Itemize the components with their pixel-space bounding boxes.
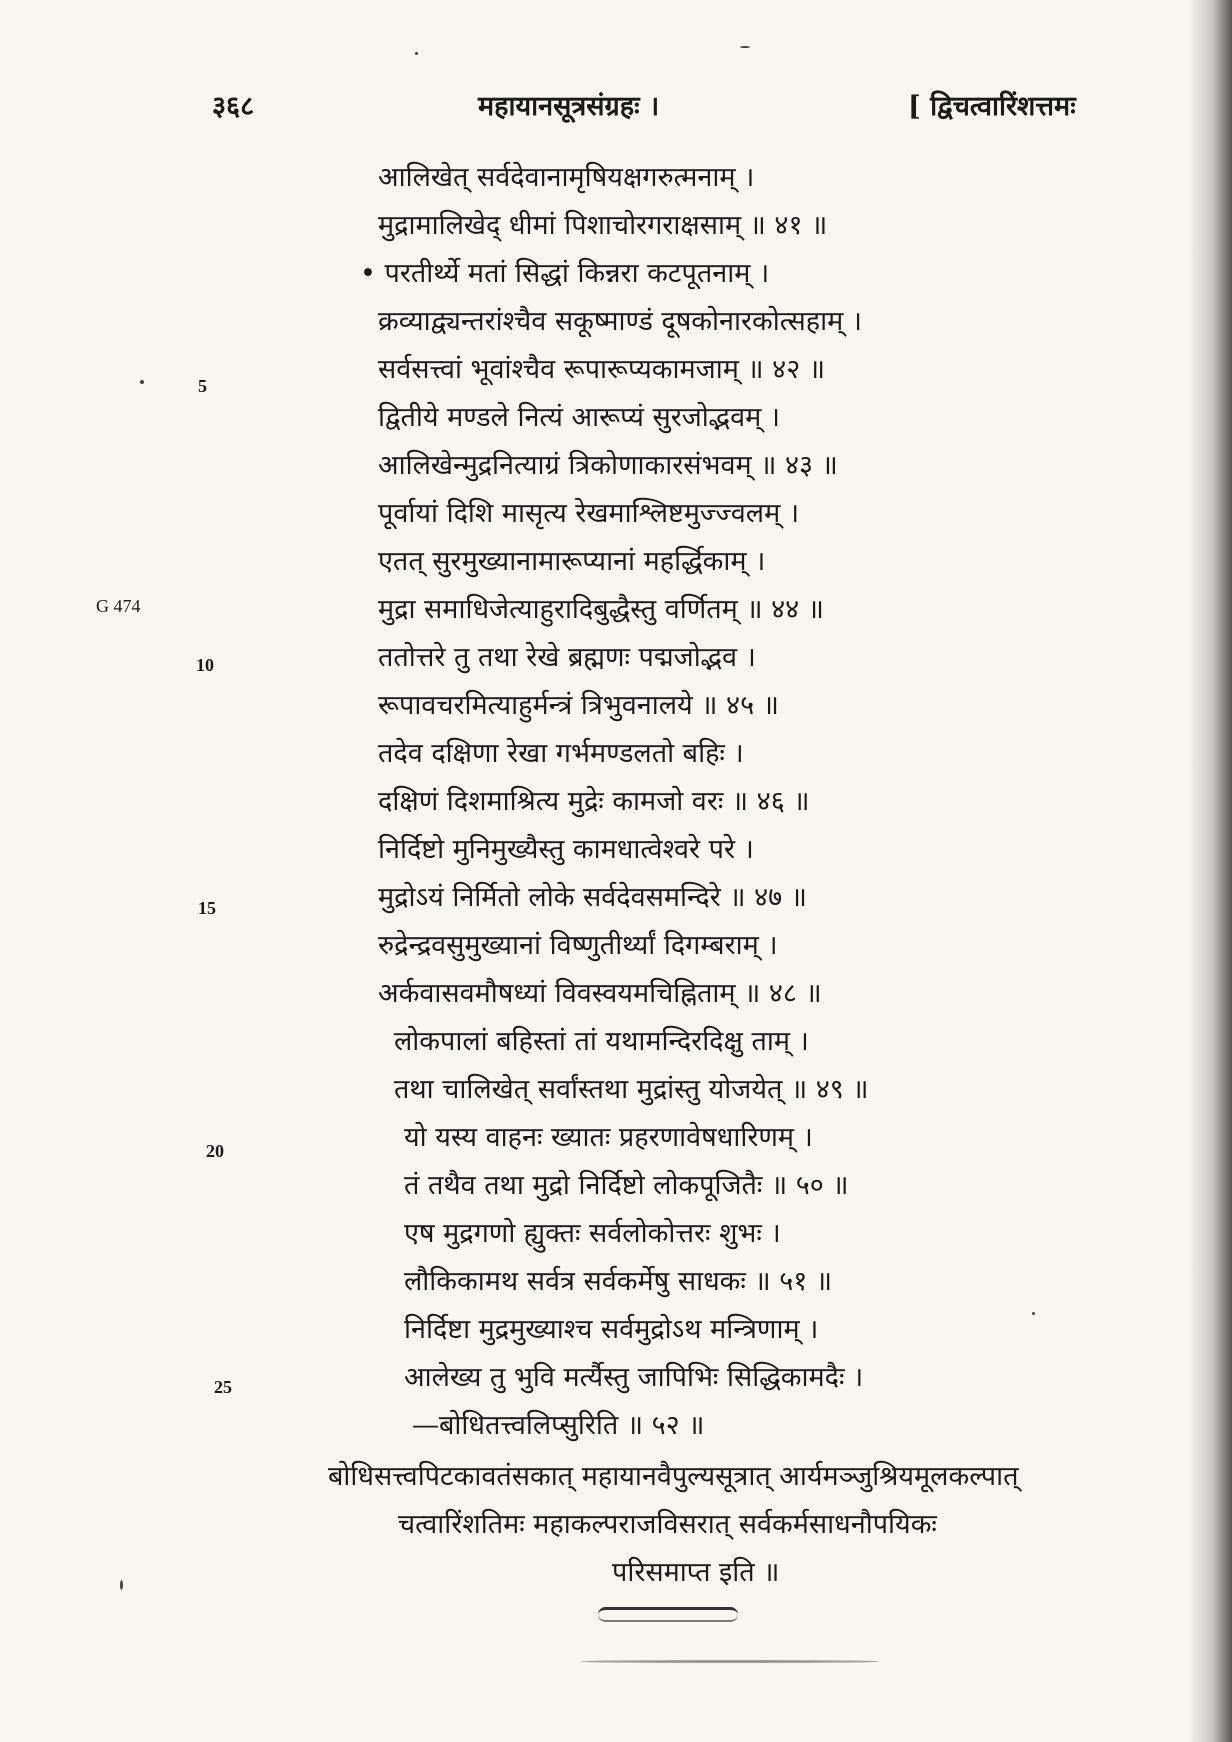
verse-line: तदेव दक्षिणा रेखा गर्भमण्डलतो बहिः ।	[378, 738, 744, 769]
verse-line: सर्वसत्त्वां भूवांश्चैव रूपारूप्यकामजाम् ॥ ४२ ॥	[378, 354, 826, 385]
scan-speck	[1032, 1312, 1035, 1315]
verse-line: निर्दिष्टो मुनिमुख्यैस्तु कामधात्वेश्वरे परे ।	[378, 834, 754, 865]
running-title: महायानसूत्रसंग्रहः ।	[478, 91, 660, 122]
end-ornament	[598, 1607, 738, 1622]
verse-line: यो यस्य वाहनः ख्यातः प्रहरणावेषधारिणम् ।	[404, 1122, 813, 1153]
colophon-line: परिसमाप्त इति ॥	[612, 1557, 780, 1588]
verse-line: मुद्रामालिखेद् धीमां पिशाचोरगराक्षसाम् ॥ ४१ ॥	[378, 210, 828, 241]
verse-line: लौकिकामथ सर्वत्र सर्वकर्मेषु साधकः ॥ ५१ ॥	[404, 1266, 833, 1297]
verse-line: —बोधितत्त्वलिप्सुरिति ॥ ५२ ॥	[412, 1410, 705, 1441]
line-number: 5	[198, 376, 207, 396]
source-reference: G 474	[96, 596, 141, 616]
verse-line: • परतीर्थ्ये मतां सिद्धां किन्नरा कटपूतनाम् ।	[360, 258, 770, 289]
colophon-line: चत्वारिंशतिमः महाकल्पराजविसरात् सर्वकर्मसाधनौपयिकः	[398, 1509, 937, 1540]
verse-line: निर्दिष्टा मुद्रमुख्याश्च सर्वमुद्रोऽथ मन्त्रिणाम् ।	[404, 1314, 819, 1345]
verse-line: आलिखेन्मुद्रनित्याग्रं त्रिकोणाकारसंभवम् ॥ ४३ ॥	[378, 450, 838, 481]
scan-speck	[580, 1660, 880, 1663]
page-number: ३६८	[212, 91, 255, 122]
verse-line: क्रव्याद्व्यन्तरांश्चैव सकूष्माण्डं दूषकोनारकोत्सहाम् ।	[378, 306, 863, 337]
line-number: 10	[196, 655, 214, 675]
verse-line: द्वितीये मण्डले नित्यं आरूप्यं सुरजोद्भवम् ।	[378, 402, 781, 433]
verse-line: मुद्रोऽयं निर्मितो लोके सर्वदेवसमन्दिरे ॥ ४७ ॥	[378, 882, 807, 913]
running-header	[0, 86, 1232, 126]
verse-line: एतत् सुरमुख्यानामारूप्यानां महर्द्धिकाम् ।	[378, 546, 766, 577]
verse-line: तं तथैव तथा मुद्रो निर्दिष्टो लोकपूजितैः ॥ ५० ॥	[404, 1170, 849, 1201]
verse-line: दक्षिणं दिशमाश्रित्य मुद्रेः कामजो वरः ॥ ४६ ॥	[378, 786, 810, 817]
verse-line: रुद्रेन्द्रवसुमुख्यानां विष्णुतीर्थ्यां दिगम्बराम् ।	[378, 930, 778, 961]
verse-line: अर्कवासवमौषध्यां विवस्वयमचिह्निताम् ॥ ४८ ॥	[378, 978, 822, 1009]
colophon-line: बोधिसत्त्वपिटकावतंसकात् महायानवैपुल्यसूत्रात् आर्यमञ्जुश्रियमूलकल्पात्	[328, 1461, 1019, 1492]
scan-speck	[740, 46, 750, 48]
verse-line: मुद्रा समाधिजेत्याहुरादिबुद्धैस्तु वर्णितम् ॥ ४४ ॥	[378, 594, 824, 625]
scan-speck	[120, 1580, 123, 1590]
verse-line: ततोत्तरे तु तथा रेखे ब्रह्मणः पद्मजोद्भव ।	[378, 642, 756, 673]
verse-line: रूपावचरमित्याहुर्मन्त्रं त्रिभुवनालये ॥ ४५ ॥	[378, 690, 779, 721]
verse-line: लोकपालां बहिस्तां तां यथामन्दिरदिक्षु ताम् ।	[394, 1026, 809, 1057]
line-number: 25	[214, 1377, 232, 1397]
line-number: 15	[198, 898, 216, 918]
chapter-heading: [ द्विचत्वारिंशत्तमः	[908, 91, 1076, 122]
scan-speck	[140, 380, 144, 384]
line-number: 20	[206, 1141, 224, 1161]
verse-line: पूर्वायां दिशि मासृत्य रेखमाश्लिष्टमुज्ज्वलम् ।	[378, 498, 800, 529]
page-edge-shadow	[1188, 0, 1232, 1742]
verse-line: आलिखेत् सर्वदेवानामृषियक्षगरुत्मनाम् ।	[378, 162, 755, 193]
verse-line: आलेख्य तु भुवि मर्त्यैस्तु जापिभिः सिद्धिकामदैः ।	[404, 1362, 864, 1393]
verse-line: तथा चालिखेत् सर्वांस्तथा मुद्रांस्तु योजयेत् ॥ ४९ ॥	[394, 1074, 869, 1105]
scan-speck	[415, 52, 418, 55]
verse-line: एष मुद्रगणो ह्युक्तः सर्वलोकोत्तरः शुभः ।	[404, 1218, 781, 1249]
